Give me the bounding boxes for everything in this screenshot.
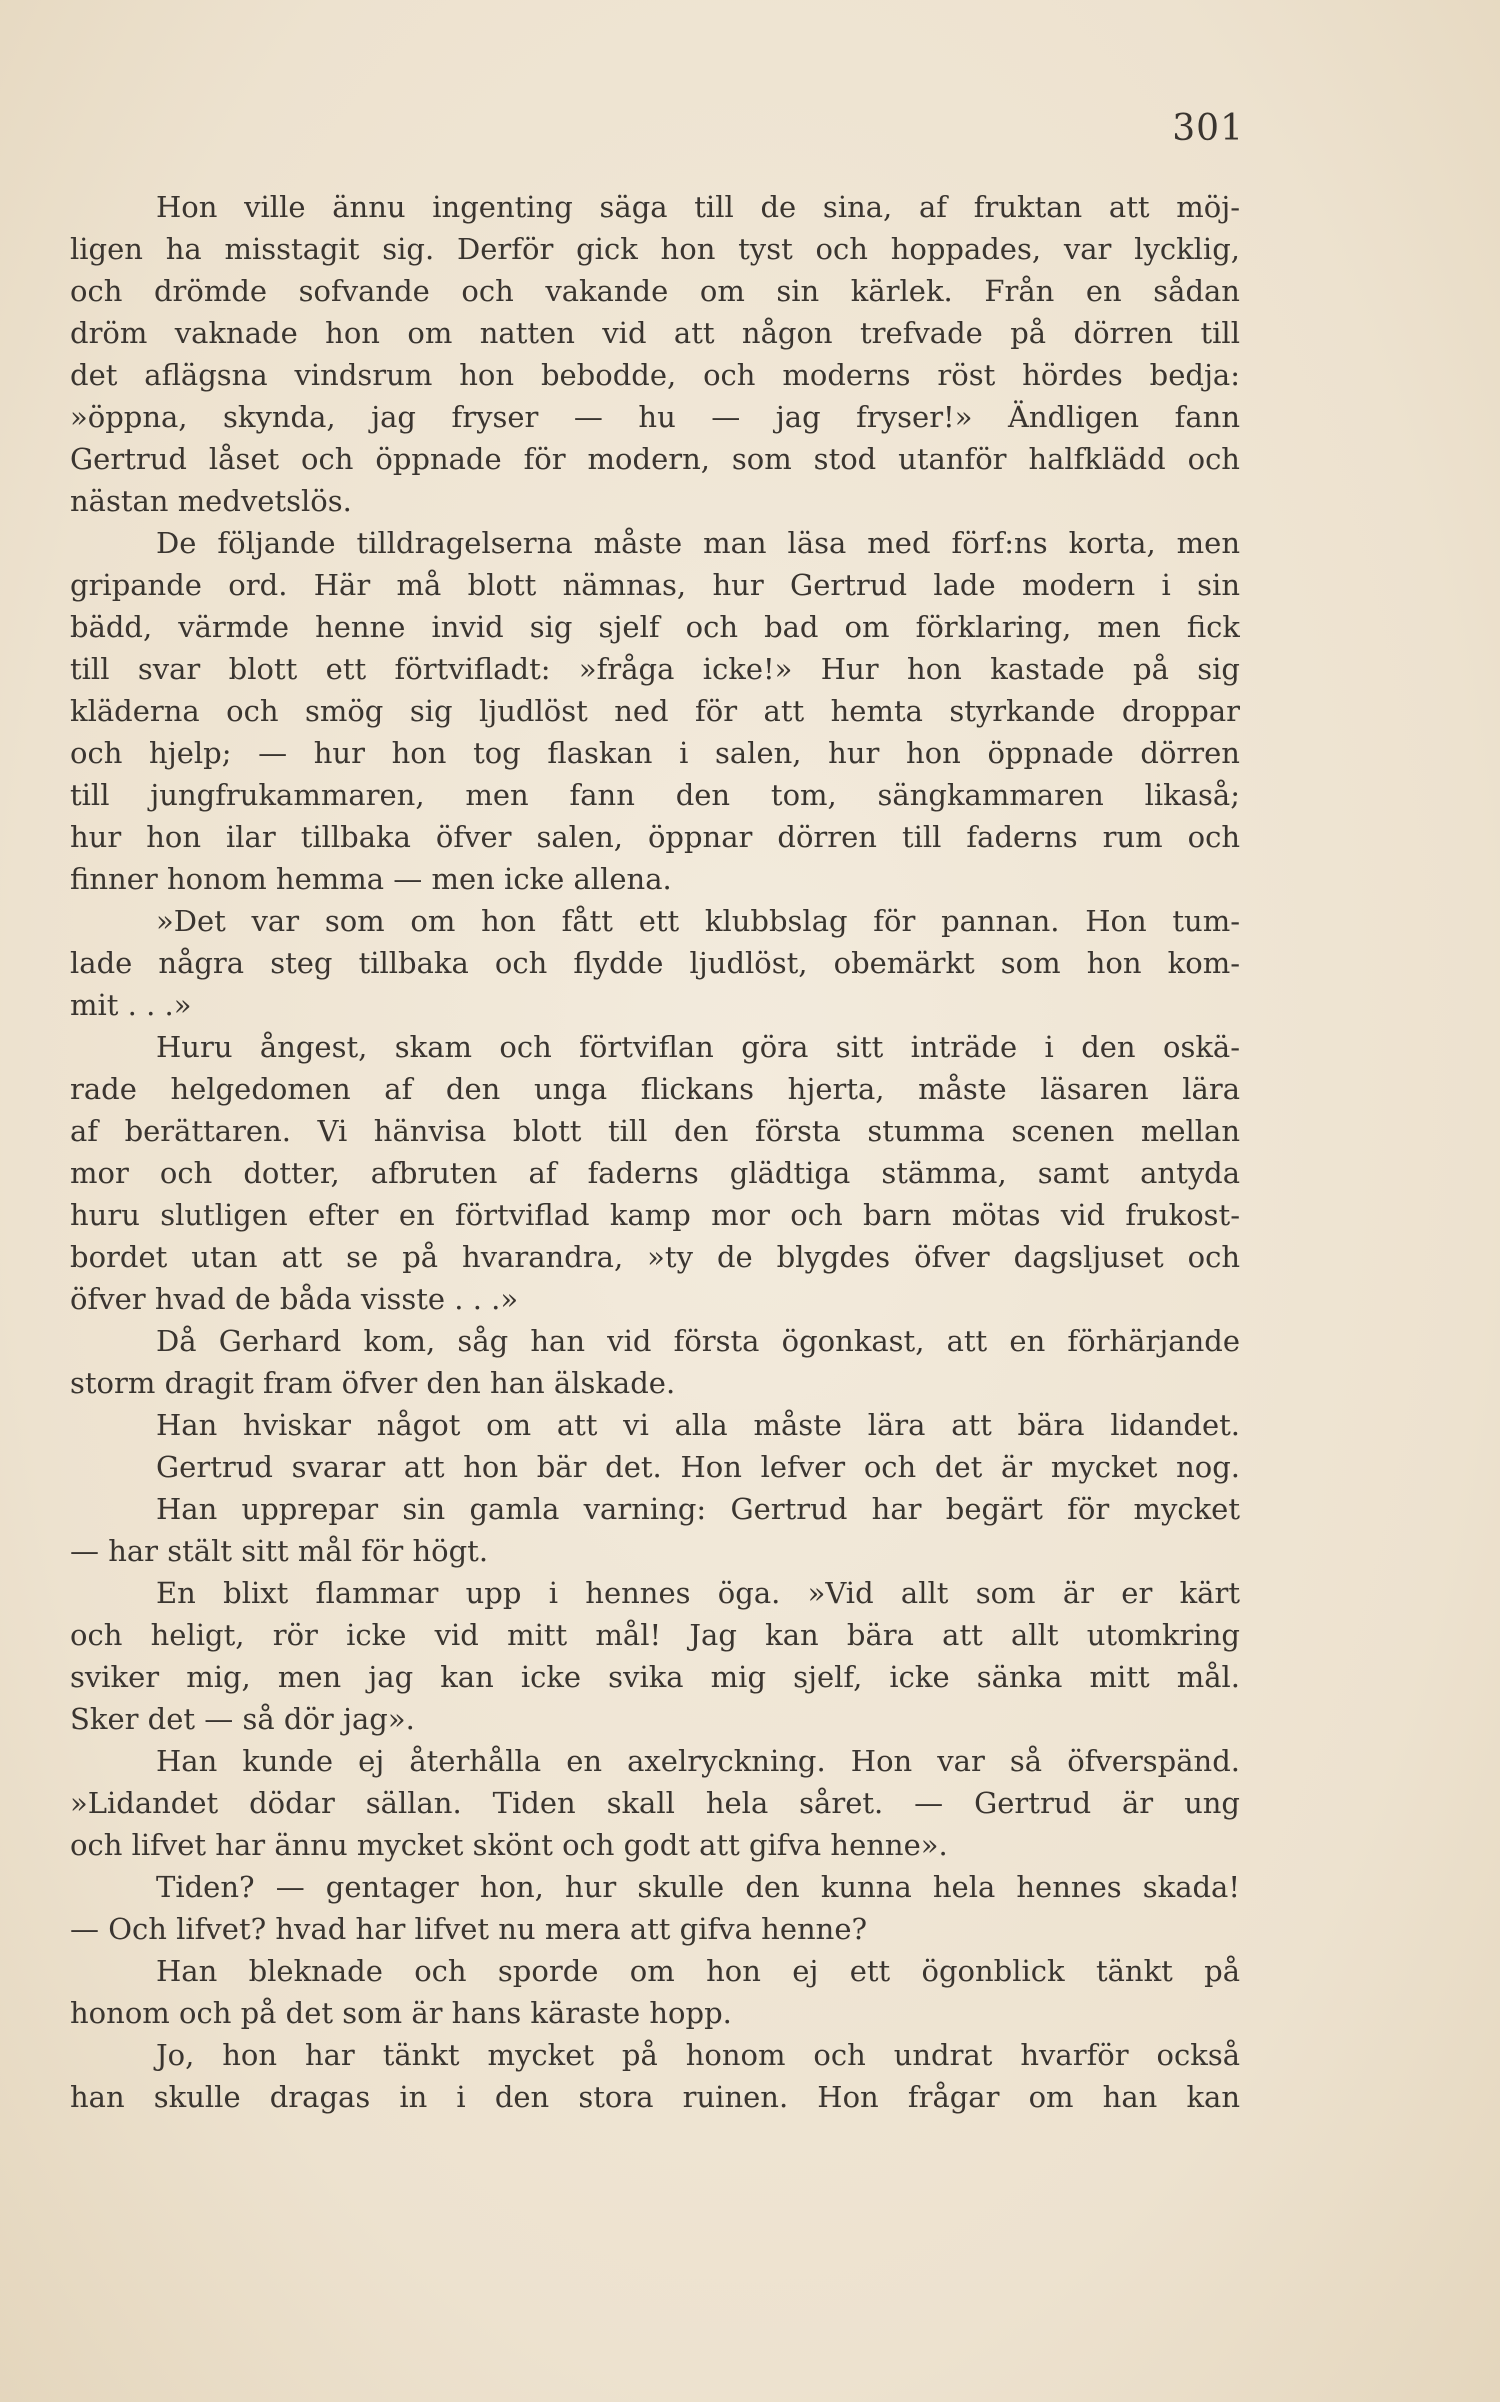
- text-line: och drömde sofvande och vakande om sin kärlek. Från en sådan: [70, 274, 1240, 308]
- text-line: honom och på det som är hans käraste hopp.: [70, 1996, 732, 2030]
- text-line: Gertrud svarar att hon bär det. Hon lefver och det är mycket nog.: [156, 1450, 1240, 1484]
- text-line: till jungfrukammaren, men fann den tom, sängkammaren likaså;: [70, 778, 1240, 812]
- text-line: En blixt flammar upp i hennes öga. »Vid allt som är er kärt: [156, 1576, 1240, 1610]
- text-line: dröm vaknade hon om natten vid att någon trefvade på dörren till: [70, 316, 1240, 350]
- text-line: huru slutligen efter en förtviflad kamp mor och barn mötas vid frukost-: [70, 1198, 1240, 1232]
- text-line: De följande tilldragelserna måste man läsa med förf:ns korta, men: [156, 526, 1240, 560]
- text-line: ligen ha misstagit sig. Derför gick hon tyst och hoppades, var lycklig,: [70, 232, 1240, 266]
- text-line: och lifvet har ännu mycket skönt och godt att gifva henne».: [70, 1828, 948, 1862]
- text-line: och hjelp; — hur hon tog flaskan i salen, hur hon öppnade dörren: [70, 736, 1240, 770]
- text-line: — Och lifvet? hvad har lifvet nu mera att gifva henne?: [70, 1912, 868, 1946]
- text-line: hur hon ilar tillbaka öfver salen, öppnar dörren till faderns rum och: [70, 820, 1240, 854]
- text-line: öfver hvad de båda visste . . .»: [70, 1282, 519, 1316]
- text-line: Jo, hon har tänkt mycket på honom och undrat hvarför också: [156, 2038, 1240, 2072]
- text-line: Huru ångest, skam och förtviflan göra sitt inträde i den oskä-: [156, 1030, 1240, 1064]
- text-line: Gertrud låset och öppnade för modern, som stod utanför halfklädd och: [70, 442, 1240, 476]
- text-line: Då Gerhard kom, såg han vid första ögonkast, att en förhärjande: [156, 1324, 1240, 1358]
- body-text: [70, 186, 1240, 2118]
- text-line: sviker mig, men jag kan icke svika mig sjelf, icke sänka mitt mål.: [70, 1660, 1240, 1694]
- text-line: Tiden? — gentager hon, hur skulle den kunna hela hennes skada!: [156, 1870, 1240, 1904]
- text-line: mit . . .»: [70, 988, 192, 1022]
- text-line: han skulle dragas in i den stora ruinen. Hon frågar om han kan: [70, 2080, 1240, 2114]
- text-line: Han hviskar något om att vi alla måste lära att bära lidandet.: [156, 1408, 1240, 1442]
- text-line: lade några steg tillbaka och flydde ljudlöst, obemärkt som hon kom-: [70, 946, 1240, 980]
- text-line: »Det var som om hon fått ett klubbslag för pannan. Hon tum-: [156, 904, 1240, 938]
- text-line: »öppna, skynda, jag fryser — hu — jag fryser!» Ändligen fann: [70, 400, 1240, 434]
- text-line: bordet utan att se på hvarandra, »ty de blygdes öfver dagsljuset och: [70, 1240, 1240, 1274]
- text-line: mor och dotter, afbruten af faderns glädtiga stämma, samt antyda: [70, 1156, 1240, 1190]
- text-line: — har stält sitt mål för högt.: [70, 1534, 489, 1568]
- text-line: Hon ville ännu ingenting säga till de sina, af fruktan att möj-: [156, 190, 1240, 224]
- page-number: 301: [1172, 108, 1244, 149]
- text-line: af berättaren. Vi hänvisa blott till den första stumma scenen mellan: [70, 1114, 1240, 1148]
- text-line: finner honom hemma — men icke allena.: [70, 862, 672, 896]
- text-line: storm dragit fram öfver den han älskade.: [70, 1366, 676, 1400]
- text-line: Han upprepar sin gamla varning: Gertrud har begärt för mycket: [156, 1492, 1240, 1526]
- text-line: det aflägsna vindsrum hon bebodde, och moderns röst hördes bedja:: [70, 358, 1240, 392]
- text-line: Han bleknade och sporde om hon ej ett ögonblick tänkt på: [156, 1954, 1240, 1988]
- text-line: kläderna och smög sig ljudlöst ned för att hemta styrkande droppar: [70, 694, 1240, 728]
- text-line: till svar blott ett förtvifladt: »fråga icke!» Hur hon kastade på sig: [70, 652, 1240, 686]
- text-line: Han kunde ej återhålla en axelryckning. Hon var så öfverspänd.: [156, 1744, 1240, 1778]
- text-line: »Lidandet dödar sällan. Tiden skall hela såret. — Gertrud är ung: [70, 1786, 1240, 1820]
- text-line: och heligt, rör icke vid mitt mål! Jag kan bära att allt utomkring: [70, 1618, 1240, 1652]
- text-line: gripande ord. Här må blott nämnas, hur Gertrud lade modern i sin: [70, 568, 1240, 602]
- text-line: Sker det — så dör jag».: [70, 1702, 415, 1736]
- text-line: bädd, värmde henne invid sig sjelf och bad om förklaring, men fick: [70, 610, 1240, 644]
- text-line: nästan medvetslös.: [70, 484, 352, 518]
- text-line: rade helgedomen af den unga flickans hjerta, måste läsaren lära: [70, 1072, 1240, 1106]
